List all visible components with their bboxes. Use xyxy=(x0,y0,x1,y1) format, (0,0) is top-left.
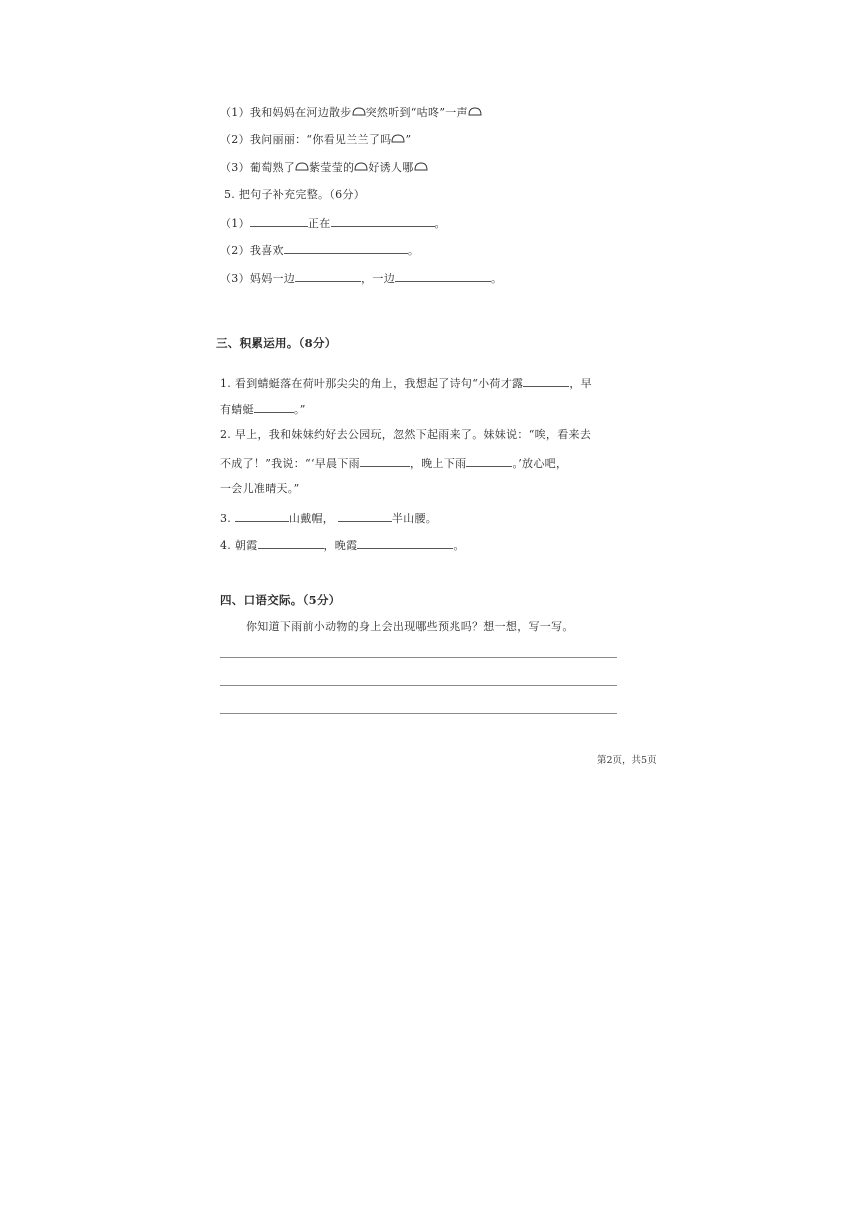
punctuation-item-1: （1）我和妈妈在河边散步 突然听到“咕咚”一声 xyxy=(220,106,482,120)
sentence-item-2: （2）我喜欢 。 xyxy=(220,244,420,257)
answer-line-3[interactable] xyxy=(220,713,617,714)
fill-blank[interactable] xyxy=(395,270,491,282)
section-3-heading: 三、积累运用。（8分） xyxy=(216,336,337,350)
fill-blank[interactable] xyxy=(357,537,453,549)
section-3-q2-line2: 不成了！”我说：“‘早晨下雨 ，晚上下雨 。’放心吧， xyxy=(220,457,568,470)
fill-blank[interactable] xyxy=(466,455,512,467)
answer-bubble[interactable] xyxy=(391,134,405,143)
punctuation-item-3: （3）葡萄熟了 紫莹莹的 好诱人哪 xyxy=(220,161,428,175)
fill-blank[interactable] xyxy=(295,270,361,282)
section-3-q3: 3. 山戴帽， 半山腰。 xyxy=(220,512,438,525)
answer-bubble[interactable] xyxy=(295,162,309,171)
answer-bubble[interactable] xyxy=(352,107,366,116)
fill-blank[interactable] xyxy=(235,510,289,522)
answer-bubble[interactable] xyxy=(468,107,482,116)
fill-blank[interactable] xyxy=(284,242,408,254)
sentence-item-3: （3）妈妈一边 ，一边 。 xyxy=(220,272,503,285)
fill-blank[interactable] xyxy=(360,455,410,467)
punctuation-item-2: （2）我问丽丽：“你看见兰兰了吗 ” xyxy=(220,133,412,146)
fill-blank[interactable] xyxy=(258,537,324,549)
fill-blank[interactable] xyxy=(254,401,294,413)
sentence-item-1: （1） 正在 。 xyxy=(220,217,446,230)
section-3-q4: 4. 朝霞 ，晚霞 。 xyxy=(220,539,465,552)
fill-blank[interactable] xyxy=(523,375,569,387)
answer-line-1[interactable] xyxy=(220,657,617,658)
section-3-q2-line3: 一会儿准晴天。” xyxy=(220,482,300,495)
answer-line-2[interactable] xyxy=(220,685,617,686)
section-3-q1-line2: 有蜻蜓 。” xyxy=(220,403,306,416)
section-4-heading: 四、口语交际。（5分） xyxy=(220,593,341,607)
fill-blank[interactable] xyxy=(250,215,308,227)
section-3-q2-line1: 2. 早上，我和妹妹约好去公园玩，忽然下起雨来了。妹妹说：“唉，看来去 xyxy=(220,428,592,441)
answer-bubble[interactable] xyxy=(354,162,368,171)
page-number: 第2页，共5页 xyxy=(597,755,657,766)
section-4-prompt: 你知道下雨前小动物的身上会出现哪些预兆吗？想一想，写一写。 xyxy=(246,620,574,633)
fill-blank[interactable] xyxy=(331,215,435,227)
fill-blank[interactable] xyxy=(338,510,392,522)
section-3-q1-line1: 1. 看到蜻蜓落在荷叶那尖尖的角上，我想起了诗句“小荷才露 ，早 xyxy=(220,377,592,390)
answer-bubble[interactable] xyxy=(414,162,428,171)
question-5-title: 5. 把句子补充完整。（6分） xyxy=(224,188,365,201)
